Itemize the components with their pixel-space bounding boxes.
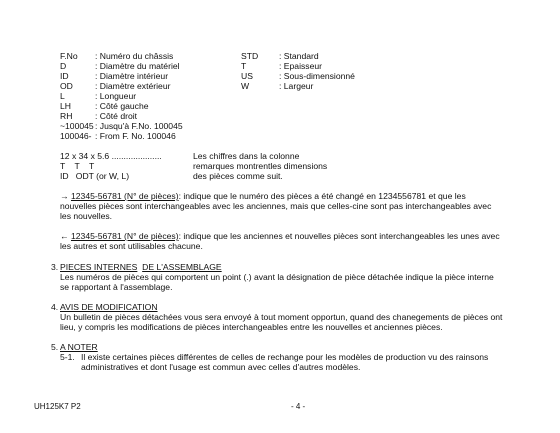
abbr-code: US <box>241 71 253 81</box>
section-heading: PIECES INTERNES DE L'ASSEMBLAGE <box>60 262 222 272</box>
abbr-meaning: : Diamètre du matériel <box>95 61 180 71</box>
abbr-code: L <box>60 91 65 101</box>
dimension-explanation: Les chiffres dans la colonne <box>193 151 300 161</box>
arrow-right-icon: → <box>60 191 69 201</box>
footer-page-number: - 4 - <box>291 402 306 411</box>
abbr-code: ~100045 <box>60 121 94 131</box>
arrow-left-icon: ← <box>60 231 69 241</box>
dimension-example: 12 x 34 x 5.6 ..................... <box>60 151 162 161</box>
abbr-meaning: : Numéro du châssis <box>95 51 174 61</box>
dimension-explanation: des pièces comme suit. <box>193 171 283 181</box>
section-heading: A NOTER <box>60 342 98 352</box>
abbr-code: 100046- <box>60 131 92 141</box>
section-body: se rapportant à l'assemblage. <box>60 282 173 292</box>
part-number-example: 12345-56781 (N° de pièces) <box>70 191 179 201</box>
item-number: 5-1. <box>60 352 75 362</box>
abbr-code: OD <box>60 81 73 91</box>
abbr-code: STD <box>241 51 259 61</box>
section-body: administratives et dont l'usage est commun avec celles d'autres modèles. <box>81 362 361 372</box>
footer-model-code: UH125K7 P2 <box>34 402 81 411</box>
note-text: : indique que le numéro des pièces a été changé en 1234556781 et que les <box>178 191 466 201</box>
abbr-code: ID <box>60 71 69 81</box>
abbr-code: T <box>241 61 247 71</box>
section-body: lieu, y compris les modifications de pièces interchangeables entre les nouvelles et anciennes pièces. <box>60 322 443 332</box>
abbr-meaning: : Diamètre intérieur <box>95 71 169 81</box>
abbr-code: F.No <box>60 51 78 61</box>
section-body: Un bulletin de pièces détachées vous sera envoyé à tout moment opportun, quand des chanegements de pièces ont <box>60 312 503 322</box>
abbr-meaning: : From F. No. 100046 <box>95 131 176 141</box>
section-number: 3. <box>51 262 59 272</box>
abbr-meaning: : Epaisseur <box>279 61 322 71</box>
section-body: Il existe certaines pièces différentes de celles de rechange pour les modèles de production vu des rainsons <box>81 352 489 362</box>
abbr-meaning: : Diamètre extérieur <box>95 81 171 91</box>
abbr-meaning: : Sous-dimensionné <box>279 71 355 81</box>
section-number: 4. <box>51 302 59 312</box>
note-text: nouvelles pièces sont interchangeables avec les anciennes, mais que celles-cine sont pas interchangeables avec <box>60 201 492 211</box>
abbr-meaning: : Standard <box>279 51 319 61</box>
section-body: Les numéros de pièces qui comportent un point (.) avant la désignation de pièce détachée indique la pièce interne <box>60 272 494 282</box>
abbr-meaning: : Jusqu'à F.No. 100045 <box>95 121 183 131</box>
dimension-example: T T T <box>60 161 95 171</box>
note-line <box>60 231 500 241</box>
abbr-code: LH <box>60 101 71 111</box>
abbr-code: D <box>60 61 67 71</box>
note-text: les nouvelles. <box>60 211 113 221</box>
abbr-meaning: : Côté droit <box>95 111 138 121</box>
abbr-meaning: : Largeur <box>279 81 314 91</box>
abbr-meaning: : Longueur <box>95 91 137 101</box>
abbr-meaning: : Côté gauche <box>95 101 149 111</box>
section-heading: AVIS DE MODIFICATION <box>60 302 158 312</box>
abbr-code: RH <box>60 111 73 121</box>
note-line <box>60 191 466 201</box>
dimension-example: ID ODT (or W, L) <box>60 171 130 181</box>
dimension-explanation: remarques montrentles dimensions <box>193 161 328 171</box>
note-text: : indique que les anciennes et nouvelles pièces sont interchangeables les unes avec <box>178 231 500 241</box>
abbr-code: W <box>241 81 250 91</box>
note-text: les autres et sont utilisables chacune. <box>60 241 203 251</box>
part-number-example: 12345-56781 (N° de pièces) <box>70 231 179 241</box>
section-number: 5. <box>51 342 59 352</box>
